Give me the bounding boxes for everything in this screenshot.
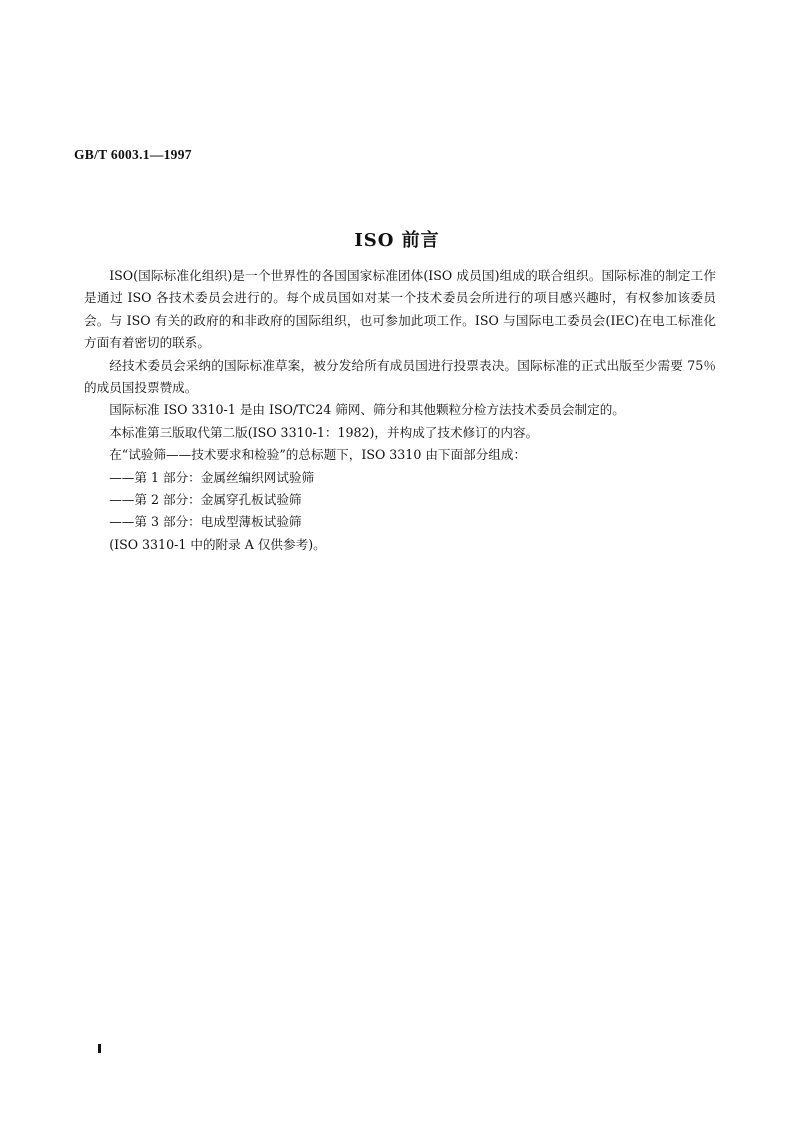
paragraph-tc24: 国际标准 ISO 3310-1 是由 ISO/TC24 筛网、筛分和其他颗粒分检方法技术委员会制定的。 [109,402,625,418]
page-edge-mark [98,1044,101,1053]
document-body [84,265,716,556]
list-item-part-3: ——第 3 部分：电成型薄板试验筛 [109,514,302,530]
annex-note: (ISO 3310-1 中的附录 A 仅供参考)。 [109,536,326,552]
standard-number: GB/T 6003.1—1997 [74,147,192,162]
list-item-part-2: ——第 2 部分：金属穿孔板试验筛 [109,492,302,508]
list-item-part-1: ——第 1 部分：金属丝编织网试验筛 [109,469,315,485]
page-title: ISO 前言 [354,230,440,251]
paragraph-edition: 本标准第三版取代第二版(ISO 3310-1：1982)，并构成了技术修订的内容。 [109,424,539,440]
paragraph-voting: 经技术委员会采纳的国际标准草案，被分发给所有成员国进行投票表决。国际标准的正式出版至少需要 75％的成员国投票赞成。 [84,357,716,396]
paragraph-iso-intro: ISO(国际标准化组织)是一个世界性的各国国家标准团体(ISO 成员国)组成的联合组织。国际标准的制定工作是通过 ISO 各技术委员会进行的。每个成员国如对某一个技术委员会所进行的项目感兴趣时，有权参加该委员会。与 ISO 有关的政府的和非政府的国际组织，也可参加此项工作。ISO 与国际电工委员会(IEC)在电工标准化方面有着密切的联系。 [84,268,716,351]
paragraph-parts-intro: 在“试验筛——技术要求和检验”的总标题下，ISO 3310 由下面部分组成： [109,447,527,463]
